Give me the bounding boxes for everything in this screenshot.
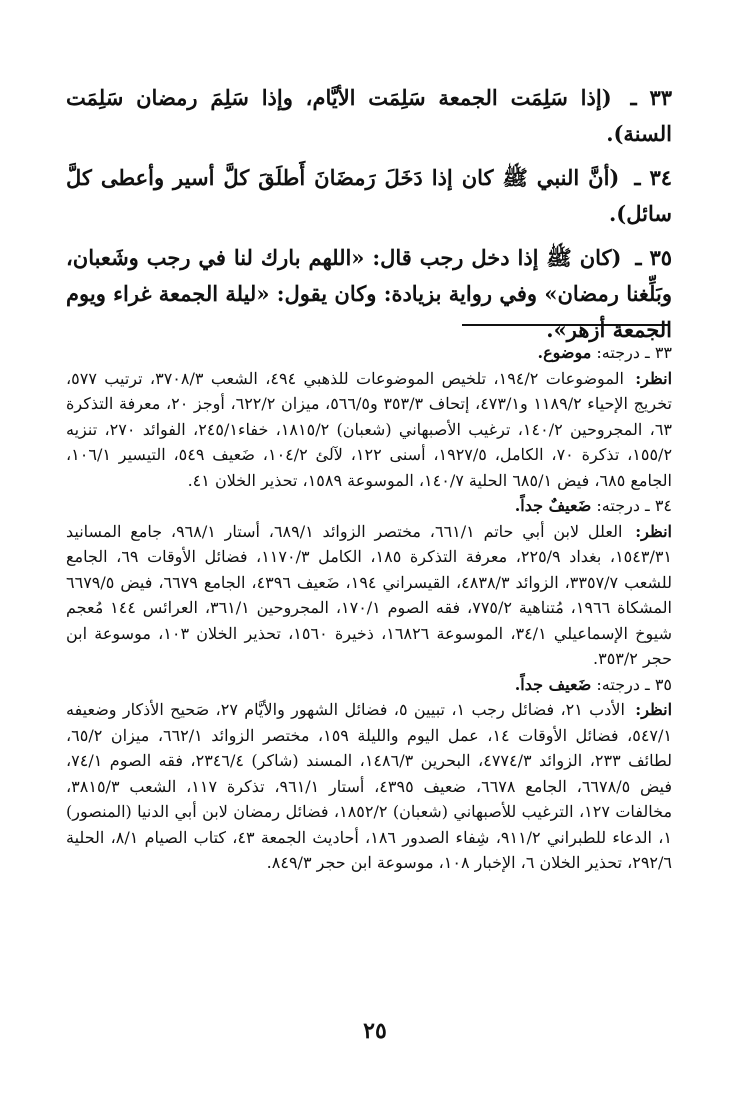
hadith-33-text: (إذا سَلِمَت الجمعة سَلِمَت الأيَّام، وإذا سَلِمَ رمضان سَلِمَت السنة). xyxy=(66,85,672,146)
footnote-33-heading xyxy=(66,340,672,366)
page-number: ٢٥ xyxy=(363,1018,387,1044)
footnote-35-number: ٣٥ ـ درجته: xyxy=(596,674,672,694)
footnote-33-sources xyxy=(66,366,672,494)
footnote-33-grade: موضوع. xyxy=(537,343,592,362)
footnote-35-sources xyxy=(66,697,672,876)
footnote-34-grade: ضَعيفٌ جداً. xyxy=(514,496,592,515)
footnote-35-heading xyxy=(66,672,672,698)
footnote-35-text: الأدب ٢١، فضائل رجب ١، تبيين ٥، فضائل الشهور والأيَّام ٢٧، صَحيح الأذكار وضعيفه ٥٤٧/١، فضائل الأوقات ١٤، عمل اليوم والليلة ١٥٩، مختصر الزوائد ٦٦٢/١، ميزان ٦٥/٢، لطائف ٢٣٣، الزوائد ٤٧٧٤/٣، البحرين ١٤٨٦/٣، المسند (شاكر) ٢٣٤٦/٤، فقه الصوم ٧٤/١، فيض ٦٦٧٨/٥، الجامع ٦٦٧٨، ضعيف ٤٣٩٥، أستار ٩٦١/١، تذكرة ١١٧، الشعب ٣٨١٥/٣، مخالفات ١٢٧، الترغيب للأصبهاني (شعبان) ١٨٥٢/٢، فضائل رمضان لابن أبي الدنيا (المنصور) ١، الدعاء للطبراني ٩١١/٢، شِفاء الصدور ١٨٦، أحاديث الجمعة ٤٣، كتاب الصيام ٨/١، الحلية ٢٩٢/٦، تحذير الخلان ٦، الإخبار ١٠٨، موسوعة ابن حجر ٨٤٩/٣. xyxy=(66,700,673,872)
hadith-35 xyxy=(66,240,672,348)
hadith-35-number: ٣٥ ـ xyxy=(635,245,673,270)
hadith-34-text: (أنَّ النبي ﷺ كان إذا دَخَلَ رَمضَانَ أَطلَقَ كلَّ أسير وأعطى كلَّ سائل). xyxy=(66,165,672,226)
footnote-34-number: ٣٤ ـ درجته: xyxy=(596,496,672,515)
footnote-34-sources xyxy=(66,519,672,672)
footnote-34-label: انظر: xyxy=(635,521,672,541)
footnote-34-text: العلل لابن أبي حاتم ٦٦١/١، مختصر الزوائد ٦٨٩/١، أستار ٩٦٨/١، جامع المسانيد ١٥٤٣/٣١، بغداد ٢٢٥/٩، معرفة التذكرة ١٨٥، الكامل ١١٧٠/٣، فضائل الأوقات ٦٩، الجامع للشعب ٣٣٥٧/٧، الزوائد ٤٨٣٨/٣، القيسراني ١٩٤، ضَعيف ٤٣٩٦، الجامع ٦٦٧٩، فيض ٦٦٧٩/٥ المشكاة ١٩٦٦، مُتناهية ٧٧٥/٢، فقه الصوم ١٧٠/١، المجروحين ٣٦١/١، العرائس ١٤٤ مُعجم شيوخ الإسماعيلي ٣٤/١، الموسوعة ١٦٨٢٦، ذخيرة ١٥٦٠، تحذير الخلان ١٠٣، موسوعة ابن حجر ٣٥٣/٢. xyxy=(66,521,673,668)
footnote-33 xyxy=(66,340,672,493)
footnote-34 xyxy=(66,493,672,672)
footnote-33-label: انظر: xyxy=(635,368,673,388)
hadith-34 xyxy=(66,160,672,232)
hadith-33-number: ٣٣ ـ xyxy=(630,85,673,110)
hadith-33 xyxy=(66,80,672,152)
footnote-35 xyxy=(66,672,672,876)
footnote-33-number: ٣٣ ـ درجته: xyxy=(596,343,672,362)
footnote-separator xyxy=(462,324,670,326)
hadith-34-number: ٣٤ ـ xyxy=(634,165,673,190)
hadith-35-text: (كان ﷺ إذا دخل رجب قال: «اللهم بارك لنا في رجب وشَعبان، وبَلِّغنا رمضان» وفي رواية بزيادة: وكان يقول: «ليلة الجمعة غراء ويوم الجمعة أزهر». xyxy=(66,245,672,342)
footnote-35-grade: ضَعيف جداً. xyxy=(514,674,592,694)
main-text xyxy=(66,80,672,356)
footnotes xyxy=(66,340,672,876)
footnote-34-heading xyxy=(66,493,672,519)
footnote-35-label: انظر: xyxy=(635,700,673,719)
footnote-33-text: الموضوعات ١٩٤/٢، تلخيص الموضوعات للذهبي ٤٩٤، الشعب ٣٧٠٨/٣، ترتيب ٥٧٧، تخريج الإحياء ١١٨٩/٢ و٤٧٣/١، إتحاف ٣٥٣/٣ و٥٦٦/٥، ميزان ٦٢٢/٢، أوجز ٢٠، معرفة التذكرة ٦٣، المجروحين ١٤٠/٢، ترغيب الأصبهاني (شعبان) ١٨١٥/٢، خفاء٢٤٥/١، الفوائد ٢٧٠، تنزيه ١٥٥/٢، تذكرة ٧٠، الكامل، ١٩٢٧/٥، أسنى ١٢٢، لآلئ ١٠٤/٢، ضَعيف ٥٤٩، التيسير ١٠٦/١، الجامع ٦٨٥، فيض ٦٨٥/١ الحلية ١٤٠/٧، الموسوعة ١٥٨٩، تحذير الخلان ٤١. xyxy=(66,368,673,490)
